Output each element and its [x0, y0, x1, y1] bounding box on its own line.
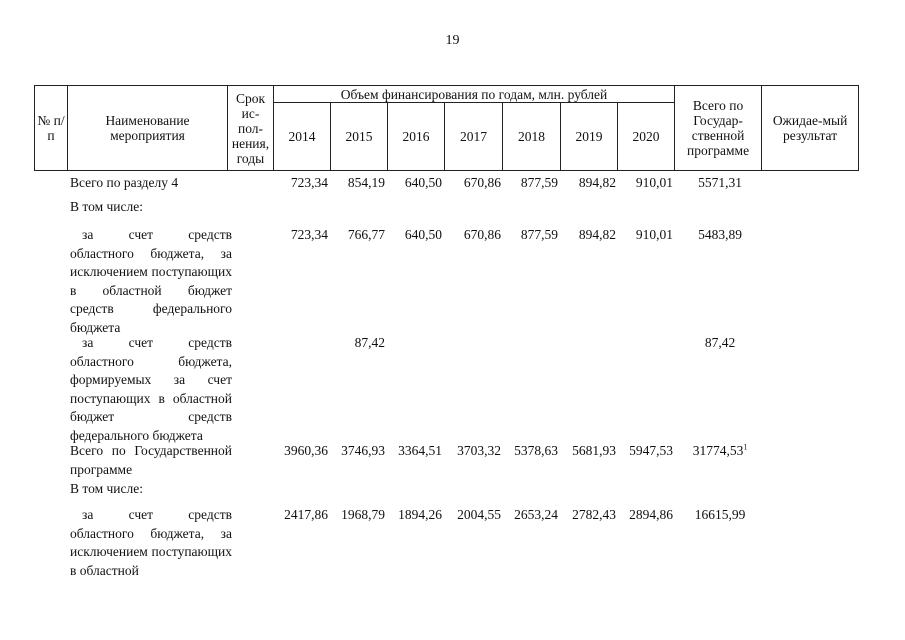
row-value-2015: 854,19: [347, 175, 385, 190]
row-value-2016: 640,50: [404, 175, 442, 190]
row-name: за счет средств областного бюджета, формируемых за счет поступающих в областной бюджет средств федерального бюджета: [70, 335, 232, 443]
row-value-2015: 87,42: [354, 335, 385, 350]
header-year: 2016: [388, 103, 445, 171]
row-total-value: 87,42: [704, 335, 736, 350]
row-name: В том числе:: [70, 481, 143, 496]
row-value-2017: 670,86: [463, 227, 501, 242]
row-name: Всего по Государственной программе: [70, 443, 232, 477]
row-total: [676, 442, 764, 461]
row-total: [676, 226, 764, 245]
page-number: 19: [445, 33, 460, 48]
row-value-2015: 3746,93: [341, 443, 385, 458]
row-total-value: 5571,31: [698, 175, 742, 190]
row-value-2019: 894,82: [578, 227, 616, 242]
row-value-2019: 894,82: [578, 175, 616, 190]
row-total: [676, 334, 764, 353]
row-name: за счет средств областного бюджета, за исключением поступающих в областной бюджет средств федерального бюджета: [70, 227, 232, 335]
header-year: 2019: [561, 103, 618, 171]
row-name: Всего по разделу 4: [70, 175, 179, 190]
header-year: 2020: [618, 103, 675, 171]
row-value-2018: 877,59: [520, 175, 558, 190]
row-value-2020: 5947,53: [629, 443, 673, 458]
row-value-2016: 640,50: [404, 227, 442, 242]
row-value-2020: 910,01: [635, 227, 673, 242]
row-total: [676, 174, 764, 193]
row-name: В том числе:: [70, 199, 143, 214]
row-total-value: 16615,99: [694, 507, 746, 522]
footnote-mark: 1: [743, 442, 748, 452]
header-year: 2018: [503, 103, 561, 171]
header-year: 2015: [331, 103, 388, 171]
header-num: № п/п: [35, 86, 68, 171]
row-value-2018: 877,59: [520, 227, 558, 242]
row-value-2019: 5681,93: [572, 443, 616, 458]
row-value-2015: 1968,79: [341, 507, 385, 522]
row-total-value: 5483,89: [698, 227, 742, 242]
header-result: Ожидае-мый результат: [762, 86, 859, 171]
row-value-2020: 910,01: [635, 175, 673, 190]
row-value-2014: 723,34: [290, 175, 328, 190]
header-year: 2014: [274, 103, 331, 171]
header-term: Срок ис-пол-нения, годы: [228, 86, 274, 171]
row-value-2018: 2653,24: [514, 507, 558, 522]
row-value-2014: 723,34: [290, 227, 328, 242]
header-funding-group: Объем финансирования по годам, млн. рублей: [274, 86, 675, 103]
row-value-2014: 3960,36: [284, 443, 328, 458]
row-value-2016: 3364,51: [398, 443, 442, 458]
row-value-2017: 2004,55: [457, 507, 501, 522]
row-name: за счет средств областного бюджета, за исключением поступающих в областной: [70, 507, 232, 578]
row-value-2019: 2782,43: [572, 507, 616, 522]
row-value-2014: 2417,86: [284, 507, 328, 522]
row-value-2018: 5378,63: [514, 443, 558, 458]
row-value-2020: 2894,86: [629, 507, 673, 522]
row-value-2017: 3703,32: [457, 443, 501, 458]
row-value-2015: 766,77: [347, 227, 385, 242]
header-name: Наименование мероприятия: [68, 86, 228, 171]
header-year: 2017: [445, 103, 503, 171]
row-total-value: 31774,53: [692, 443, 744, 458]
row-value-2016: 1894,26: [398, 507, 442, 522]
row-value-2017: 670,86: [463, 175, 501, 190]
table-header: [34, 85, 859, 171]
row-total: [676, 506, 764, 525]
header-total: Всего по Государ-ственной программе: [675, 86, 762, 171]
